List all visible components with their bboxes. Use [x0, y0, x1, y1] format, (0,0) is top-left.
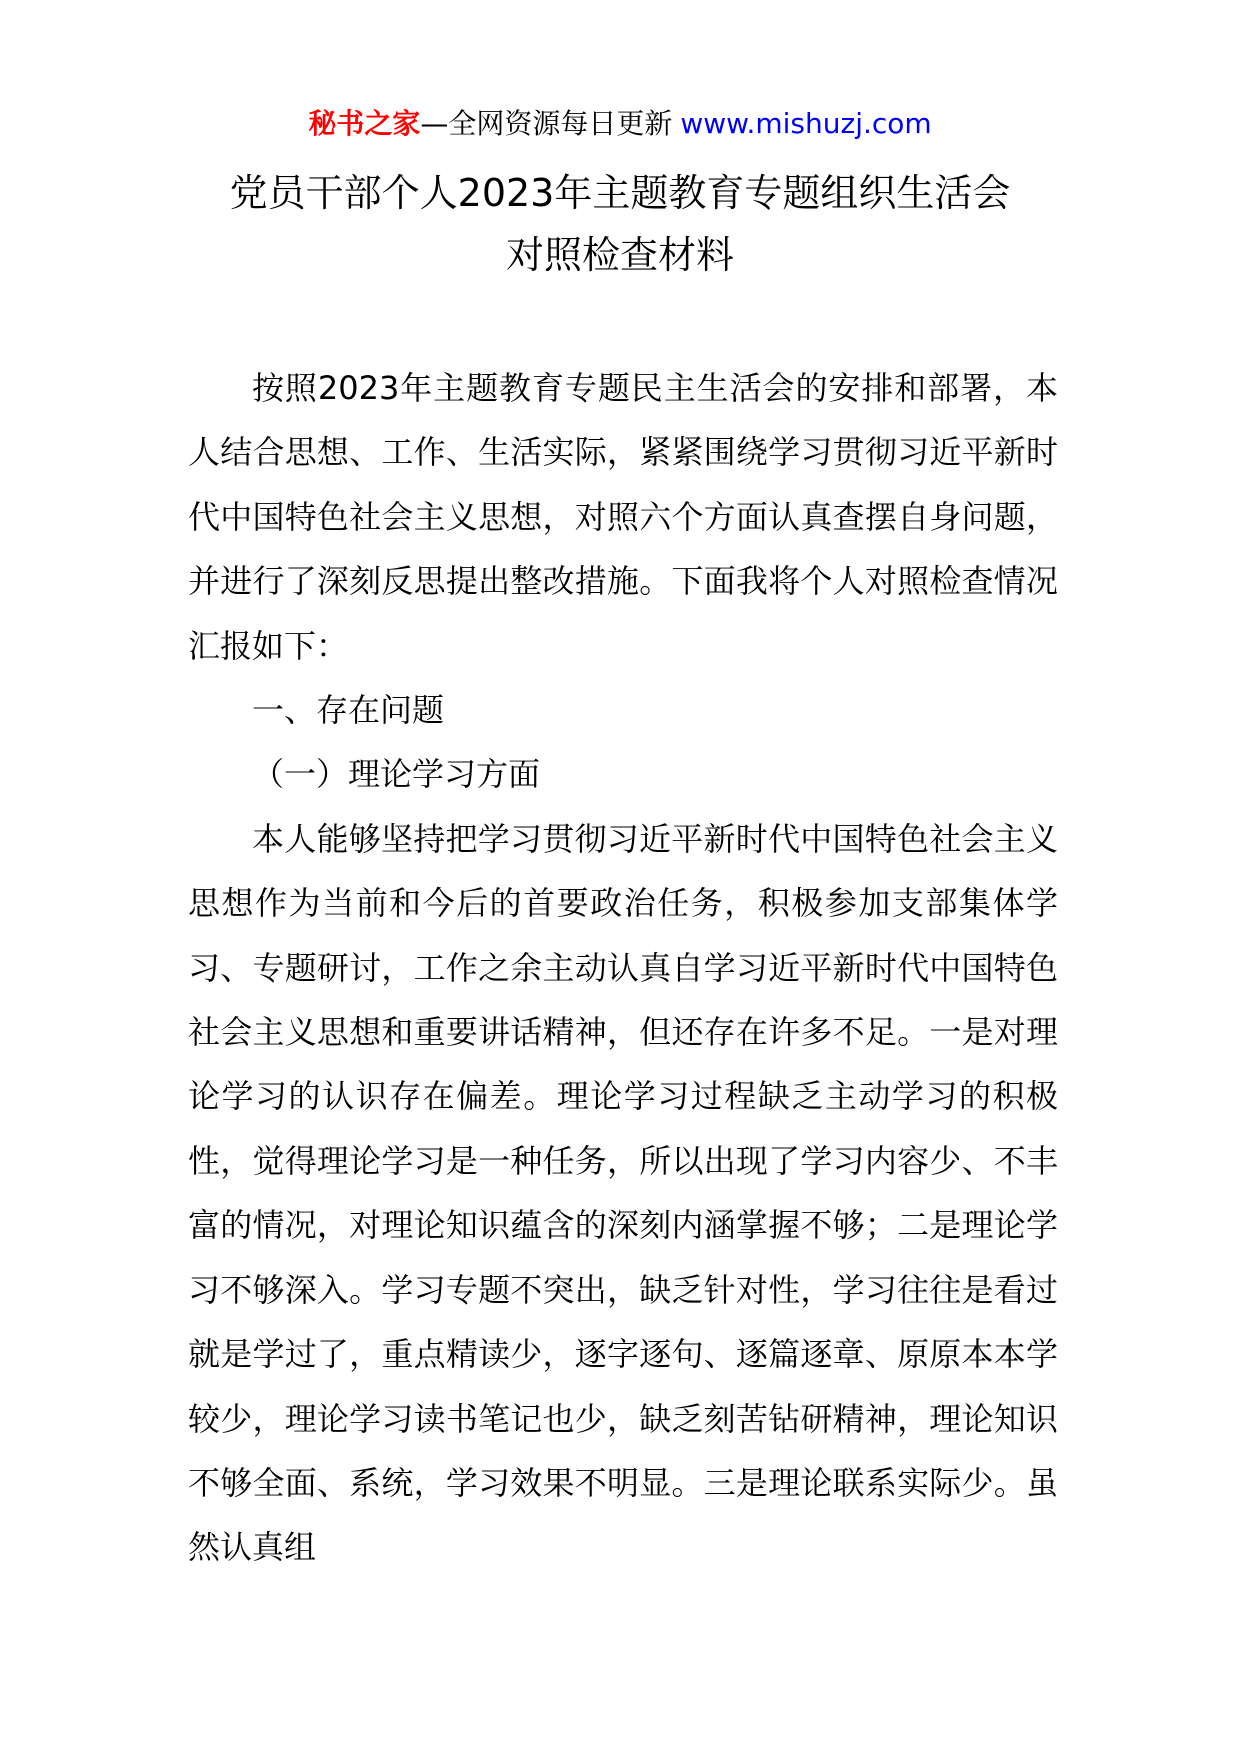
document-title — [160, 162, 1080, 286]
site-url-link[interactable]: www.mishuzj.com — [680, 107, 932, 140]
header-tagline: —全网资源每日更新 — [420, 107, 673, 140]
theory-study-paragraph: 本人能够坚持把学习贯彻习近平新时代中国特色社会主义思想作为当前和今后的首要政治任务，积极参加支部集体学习、专题研讨，工作之余主动认真自学习近平新时代中国特色社会主义思想和重要讲话精神，但还存在许多不足。一是对理论学习的认识存在偏差。理论学习过程缺乏主动学习的积极性，觉得理论学习是一种任务，所以出现了学习内容少、不丰富的情况，对理论知识蕴含的深刻内涵掌握不够；二是理论学习不够深入。学习专题不突出，缺乏针对性，学习往往是看过就是学过了，重点精读少，逐字逐句、逐篇逐章、原原本本学较少，理论学习读书笔记也少，缺乏刻苦钻研精神，理论知识不够全面、系统，学习效果不明显。三是理论联系实际少。虽然认真组 — [188, 819, 1058, 1567]
site-header — [0, 104, 1240, 144]
brand-name: 秘书之家 — [308, 107, 421, 140]
document-body — [188, 356, 1058, 1580]
title-line-2: 对照检查材料 — [505, 233, 734, 277]
intro-paragraph: 按照2023年主题教育专题民主生活会的安排和部署，本人结合思想、工作、生活实际，紧紧围绕学习贯彻习近平新时代中国特色社会主义思想，对照六个方面认真查摆自身问题，并进行了深刻反思提出整改措施。下面我将个人对照检查情况汇报如下： — [188, 369, 1058, 665]
section-heading-problems: 一、存在问题 — [252, 691, 445, 730]
subsection-heading-theory: （一）理论学习方面 — [252, 755, 541, 794]
title-line-1: 党员干部个人2023年主题教育专题组织生活会 — [229, 171, 1011, 215]
